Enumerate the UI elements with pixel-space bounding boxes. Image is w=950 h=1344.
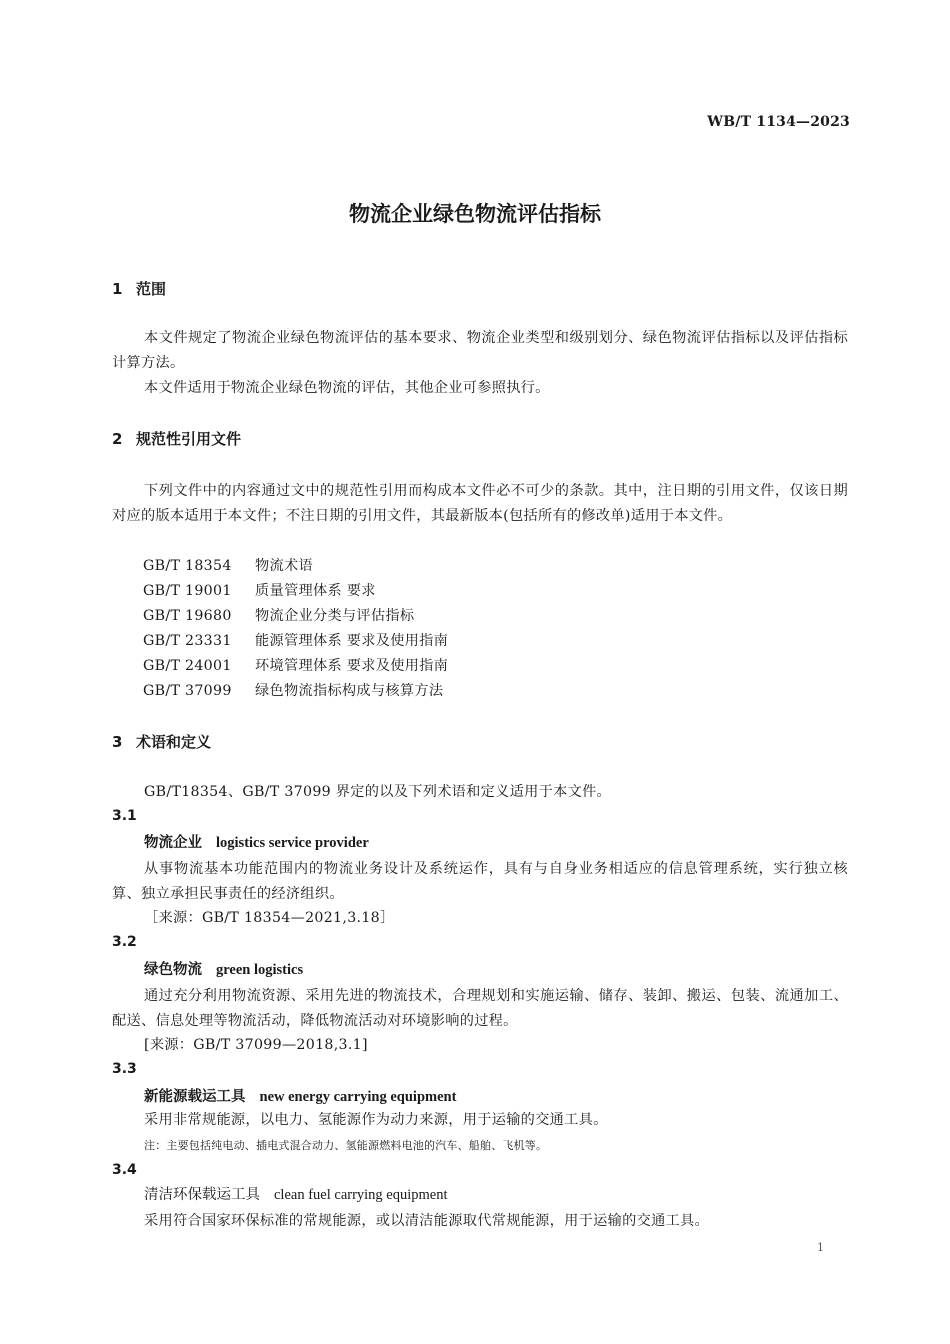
term-english: clean fuel carrying equipment bbox=[274, 1187, 448, 1203]
term-english: green logistics bbox=[216, 962, 304, 978]
term-number: 3.4 bbox=[112, 1162, 137, 1178]
section-2-heading bbox=[112, 428, 241, 449]
reference-name: 物流企业分类与评估指标 bbox=[255, 608, 415, 624]
reference-code: GB/T 37099 bbox=[143, 683, 232, 699]
reference-row bbox=[143, 605, 414, 625]
reference-row bbox=[143, 580, 376, 600]
reference-code: GB/T 19680 bbox=[143, 608, 232, 624]
term-heading bbox=[144, 1183, 448, 1204]
term-definition: 通过充分利用物流资源、采用先进的物流技术，合理规划和实施运输、储存、装卸、搬运、包装、流通加工、配送、信息处理等物流活动，降低物流活动对环境影响的过程。 bbox=[112, 988, 848, 1029]
term-heading bbox=[144, 1085, 456, 1106]
term-number: 3.2 bbox=[112, 934, 137, 950]
reference-name: 环境管理体系 要求及使用指南 bbox=[255, 658, 449, 674]
term-english: logistics service provider bbox=[216, 835, 369, 851]
reference-code: GB/T 24001 bbox=[143, 658, 232, 674]
reference-row bbox=[143, 655, 448, 675]
term-definition: 采用非常规能源，以电力、氢能源作为动力来源，用于运输的交通工具。 bbox=[144, 1112, 608, 1128]
term-note: 注：主要包括纯电动、插电式混合动力、氢能源燃料电池的汽车、船舶、飞机等。 bbox=[144, 1139, 548, 1152]
section-2-paragraph-1: 下列文件中的内容通过文中的规范性引用而构成本文件必不可少的条款。其中，注日期的引用文件，仅该日期对应的版本适用于本文件；不注日期的引用文件，其最新版本(包括所有的修改单)适用于本文件。 bbox=[112, 483, 848, 524]
term-definition: 从事物流基本功能范围内的物流业务设计及系统运作，具有与自身业务相适应的信息管理系统，实行独立核算、独立承担民事责任的经济组织。 bbox=[112, 861, 848, 902]
reference-row bbox=[143, 630, 448, 650]
reference-name: 绿色物流指标构成与核算方法 bbox=[255, 683, 444, 699]
section-title: 规范性引用文件 bbox=[136, 430, 242, 448]
section-title: 术语和定义 bbox=[136, 733, 212, 751]
section-title: 范围 bbox=[136, 280, 167, 298]
section-number: 2 bbox=[112, 430, 123, 448]
term-source: ［来源：GB/T 18354—2021,3.18］ bbox=[144, 910, 395, 926]
term-english: new energy carrying equipment bbox=[259, 1089, 457, 1105]
reference-code: GB/T 18354 bbox=[143, 558, 232, 574]
term-heading bbox=[144, 831, 369, 852]
section-number: 3 bbox=[112, 733, 123, 751]
page-number: 1 bbox=[817, 1241, 824, 1254]
reference-name: 能源管理体系 要求及使用指南 bbox=[255, 633, 449, 649]
section-1-paragraph-2: 本文件适用于物流企业绿色物流的评估，其他企业可参照执行。 bbox=[144, 380, 550, 396]
term-chinese: 绿色物流 bbox=[144, 962, 202, 978]
term-number: 3.1 bbox=[112, 808, 137, 824]
reference-name: 物流术语 bbox=[255, 558, 313, 574]
section-number: 1 bbox=[112, 280, 123, 298]
reference-code: GB/T 23331 bbox=[143, 633, 232, 649]
standard-number: WB/T 1134—2023 bbox=[707, 114, 850, 130]
reference-row bbox=[143, 555, 313, 575]
section-3-intro: GB/T18354、GB/T 37099 界定的以及下列术语和定义适用于本文件。 bbox=[144, 784, 612, 800]
term-chinese: 新能源载运工具 bbox=[144, 1089, 246, 1105]
term-definition: 采用符合国家环保标准的常规能源，或以清洁能源取代常规能源，用于运输的交通工具。 bbox=[144, 1213, 710, 1229]
section-1-heading bbox=[112, 278, 166, 299]
reference-name: 质量管理体系 要求 bbox=[255, 583, 376, 599]
section-1-paragraph-1: 本文件规定了物流企业绿色物流评估的基本要求、物流企业类型和级别划分、绿色物流评估指标以及评估指标计算方法。 bbox=[112, 330, 848, 371]
term-heading bbox=[144, 958, 303, 979]
term-source: [来源：GB/T 37099—2018,3.1] bbox=[144, 1037, 368, 1053]
term-chinese: 物流企业 bbox=[144, 835, 202, 851]
term-number: 3.3 bbox=[112, 1061, 137, 1077]
reference-row bbox=[143, 680, 443, 700]
reference-code: GB/T 19001 bbox=[143, 583, 232, 599]
section-3-heading bbox=[112, 731, 211, 752]
document-title: 物流企业绿色物流评估指标 bbox=[349, 202, 601, 226]
term-chinese: 清洁环保载运工具 bbox=[144, 1187, 260, 1203]
